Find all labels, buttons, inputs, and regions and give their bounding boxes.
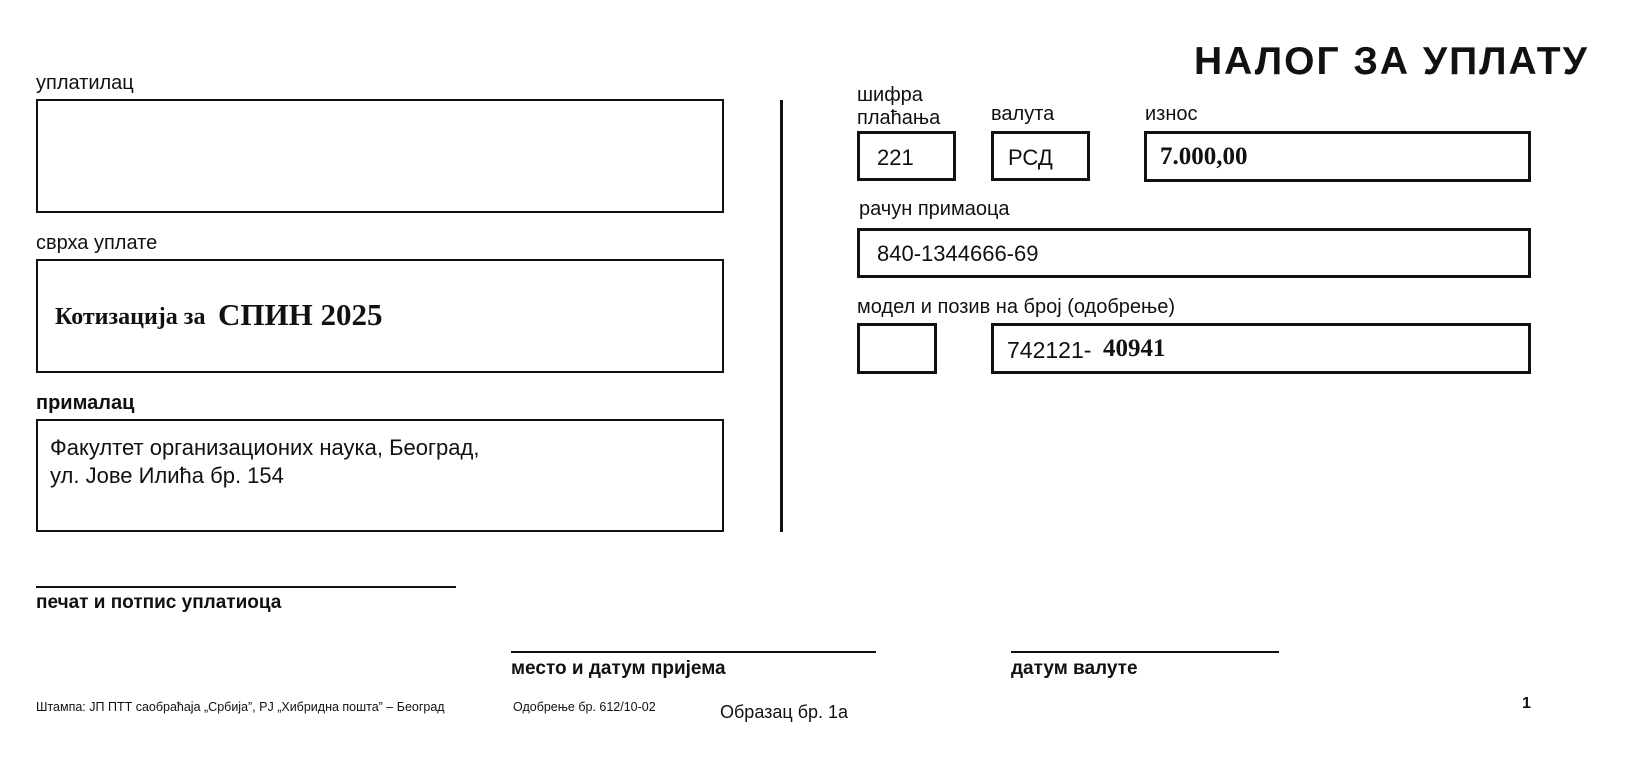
reference-model-field[interactable]	[857, 323, 937, 374]
purpose-value-main: СПИН 2025	[218, 297, 383, 332]
payment-code-field[interactable]	[857, 131, 956, 181]
place-date-line	[511, 651, 876, 653]
form-number: Образац бр. 1а	[720, 702, 849, 722]
amount-field[interactable]	[1144, 131, 1531, 182]
reference-number-field[interactable]	[991, 323, 1531, 374]
payer-signature-line	[36, 586, 456, 588]
amount-value: 7.000,00	[1160, 143, 1248, 170]
payment-code-value: 221	[877, 145, 914, 170]
column-divider	[780, 100, 783, 532]
payer-stamp-label: печат и потпис уплатиоца	[36, 592, 282, 613]
purpose-field[interactable]	[36, 259, 724, 373]
purpose-value-prefix: Котизација за	[55, 304, 206, 330]
print-info: Штампа: ЈП ПТТ саобраћаја „Србија”, РЈ „Хибридна пошта” – Београд	[36, 700, 445, 714]
payer-field[interactable]	[36, 99, 724, 213]
payer-label: уплатилац	[36, 72, 134, 94]
purpose-label: сврха уплате	[36, 232, 158, 254]
recipient-account-value: 840-1344666-69	[877, 241, 1039, 266]
place-date-label: место и датум пријема	[511, 658, 726, 679]
reference-label: модел и позив на број (одобрење)	[857, 296, 1176, 318]
recipient-line2: ул. Јове Илића бр. 154	[50, 463, 284, 488]
currency-field[interactable]	[991, 131, 1090, 181]
approval-number: Одобрење бр. 612/10-02	[513, 700, 656, 714]
currency-value: РСД	[1008, 145, 1053, 170]
reference-number-main: 40941	[1103, 335, 1166, 362]
recipient-line1: Факултет организационих наука, Београд,	[50, 435, 480, 460]
payment-code-label-line2: плаћања	[857, 107, 941, 129]
recipient-account-label: рачун примаоца	[859, 198, 1010, 220]
form-title: НАЛОГ ЗА УПЛАТУ	[1194, 40, 1589, 83]
value-date-line	[1011, 651, 1279, 653]
payment-code-label-line1: шифра	[857, 84, 923, 106]
recipient-account-field[interactable]	[857, 228, 1531, 278]
recipient-field[interactable]	[36, 419, 724, 532]
currency-label: валута	[991, 103, 1055, 125]
page-number: 1	[1522, 695, 1531, 712]
recipient-label: прималац	[36, 392, 135, 414]
reference-number-prefix: 742121-	[1007, 337, 1092, 363]
value-date-label: датум валуте	[1011, 658, 1138, 679]
amount-label: износ	[1145, 103, 1198, 125]
